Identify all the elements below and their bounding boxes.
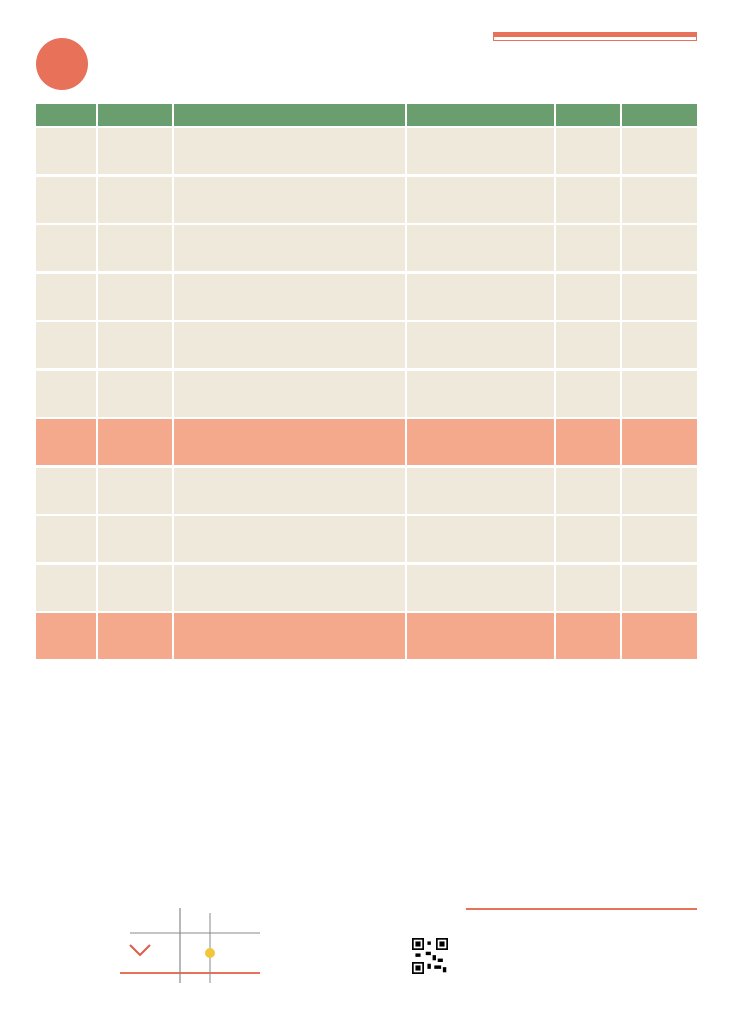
event-fee: [556, 565, 620, 611]
event-place: [622, 565, 697, 611]
event-fee: [556, 274, 620, 320]
event-time: [98, 322, 172, 368]
col-time: [98, 104, 172, 126]
table-row: [36, 225, 697, 271]
table-row: [36, 322, 697, 368]
event-time: [98, 274, 172, 320]
table-row: [36, 516, 697, 562]
event-date: [36, 371, 96, 417]
event-content: [174, 322, 405, 368]
col-content: [174, 104, 405, 126]
table-row: [36, 128, 697, 174]
event-date: [36, 516, 96, 562]
event-fee: [556, 516, 620, 562]
event-content: [174, 419, 405, 465]
table-row: [36, 565, 697, 611]
event-fee: [556, 419, 620, 465]
table-row: [36, 419, 697, 465]
schedule-table: [36, 104, 697, 662]
event-content: [174, 565, 405, 611]
table-row: [36, 371, 697, 417]
event-place: [622, 468, 697, 514]
event-date: [36, 128, 96, 174]
event-organizer: [407, 565, 555, 611]
col-place: [622, 104, 697, 126]
event-content: [174, 274, 405, 320]
event-organizer: [407, 225, 555, 271]
qr-code-icon[interactable]: [412, 938, 448, 974]
event-organizer: [407, 371, 555, 417]
table-row: [36, 613, 697, 659]
event-organizer: [407, 322, 555, 368]
month-badge: [36, 38, 88, 90]
event-fee: [556, 322, 620, 368]
event-date: [36, 468, 96, 514]
location-marker-icon: [205, 948, 215, 958]
event-content: [174, 516, 405, 562]
event-place: [622, 419, 697, 465]
event-organizer: [407, 274, 555, 320]
event-fee: [556, 128, 620, 174]
event-date: [36, 322, 96, 368]
event-time: [98, 613, 172, 659]
table-row: [36, 274, 697, 320]
access-map: [110, 903, 270, 991]
table-header: [36, 104, 697, 126]
event-organizer: [407, 613, 555, 659]
event-date: [36, 274, 96, 320]
event-content: [174, 613, 405, 659]
event-time: [98, 177, 172, 223]
event-time: [98, 371, 172, 417]
event-place: [622, 371, 697, 417]
event-time: [98, 565, 172, 611]
event-place: [622, 274, 697, 320]
event-time: [98, 468, 172, 514]
event-content: [174, 371, 405, 417]
event-organizer: [407, 468, 555, 514]
shop-list: [466, 908, 697, 910]
event-time: [98, 225, 172, 271]
gallery-fee: [494, 37, 696, 40]
event-place: [622, 177, 697, 223]
table-row: [36, 468, 697, 514]
event-time: [98, 419, 172, 465]
table-row: [36, 177, 697, 223]
col-date: [36, 104, 96, 126]
col-fee: [556, 104, 620, 126]
event-fee: [556, 177, 620, 223]
event-organizer: [407, 516, 555, 562]
event-content: [174, 225, 405, 271]
event-fee: [556, 371, 620, 417]
event-fee: [556, 225, 620, 271]
event-content: [174, 128, 405, 174]
event-date: [36, 177, 96, 223]
event-place: [622, 322, 697, 368]
event-place: [622, 613, 697, 659]
event-place: [622, 225, 697, 271]
event-content: [174, 177, 405, 223]
event-time: [98, 128, 172, 174]
event-place: [622, 128, 697, 174]
event-organizer: [407, 177, 555, 223]
event-time: [98, 516, 172, 562]
event-place: [622, 516, 697, 562]
event-date: [36, 419, 96, 465]
rental-info-box: [493, 32, 697, 41]
event-date: [36, 613, 96, 659]
event-organizer: [407, 419, 555, 465]
event-content: [174, 468, 405, 514]
col-organizer: [407, 104, 555, 126]
event-date: [36, 565, 96, 611]
event-date: [36, 225, 96, 271]
event-organizer: [407, 128, 555, 174]
event-fee: [556, 468, 620, 514]
event-fee: [556, 613, 620, 659]
